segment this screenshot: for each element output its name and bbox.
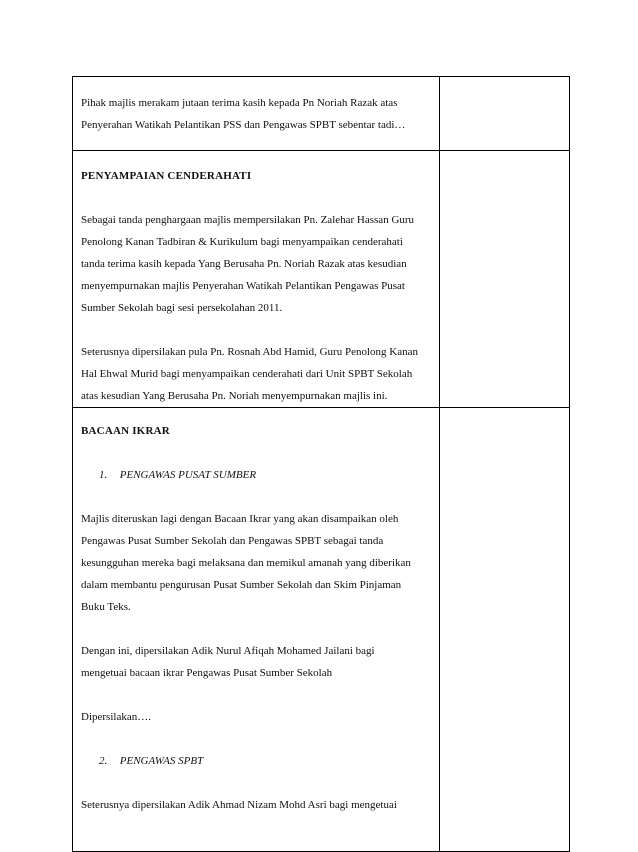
text-line: Sumber Sekolah bagi sesi persekolahan 2011.	[81, 302, 283, 314]
text-line: mengetuai bacaan ikrar Pengawas Pusat Sumber Sekolah	[81, 667, 333, 679]
text-line: Dipersilakan….	[81, 711, 151, 723]
text-line: Hal Ehwal Murid bagi menyampaikan cenderahati dari Unit SPBT Sekolah	[81, 368, 413, 380]
text-line: Penyerahan Watikah Pelantikan PSS dan Pengawas SPBT sebentar tadi…	[81, 119, 406, 131]
list-number: 1.	[99, 469, 108, 481]
section-heading: PENYAMPAIAN CENDERAHATI	[81, 170, 252, 182]
text-line: dalam membantu pengurusan Pusat Sumber Sekolah dan Skim Pinjaman	[81, 579, 402, 591]
side-cell	[439, 408, 569, 852]
subheading-label: PENGAWAS SPBT	[119, 755, 204, 767]
main-cell	[73, 77, 440, 151]
table-row	[73, 151, 570, 408]
text-line: Pengawas Pusat Sumber Sekolah dan Pengawas SPBT sebagai tanda	[81, 535, 384, 547]
text-line: menyempurnakan majlis Penyerahan Watikah Pelantikan Pengawas Pusat	[81, 280, 405, 292]
table-row	[73, 408, 570, 852]
side-cell	[439, 77, 569, 151]
table-row	[73, 77, 570, 151]
section-heading: BACAAN IKRAR	[81, 425, 170, 437]
text-line: Majlis diteruskan lagi dengan Bacaan Ikrar yang akan disampaikan oleh	[81, 513, 399, 525]
text-line: Penolong Kanan Tadbiran & Kurikulum bagi menyampaikan cenderahati	[81, 236, 403, 248]
text-line: Sebagai tanda penghargaan majlis mempersilakan Pn. Zalehar Hassan Guru	[81, 214, 415, 226]
subheading-pengawas-pusat-sumber	[81, 464, 431, 486]
list-number: 2.	[99, 755, 108, 767]
subheading-pengawas-spbt	[81, 750, 431, 772]
text-line: Pihak majlis merakam jutaan terima kasih kepada Pn Noriah Razak atas	[81, 97, 398, 109]
side-cell	[439, 151, 569, 408]
text-line: tanda terima kasih kepada Yang Berusaha Pn. Noriah Razak atas kesudian	[81, 258, 407, 270]
text-line: Dengan ini, dipersilakan Adik Nurul Afiqah Mohamed Jailani bagi	[81, 645, 375, 657]
text-line: Seterusnya dipersilakan Adik Ahmad Nizam Mohd Asri bagi mengetuai	[81, 799, 397, 811]
text-line: atas kesudian Yang Berusaha Pn. Noriah menyempurnakan majlis ini.	[81, 390, 388, 402]
document-table	[72, 76, 570, 852]
subheading-label: PENGAWAS PUSAT SUMBER	[119, 469, 257, 481]
text-line: Buku Teks.	[81, 601, 131, 613]
main-cell	[73, 151, 440, 408]
text-line: Seterusnya dipersilakan pula Pn. Rosnah Abd Hamid, Guru Penolong Kanan	[81, 346, 418, 358]
text-line: kesungguhan mereka bagi melaksana dan memikul amanah yang diberikan	[81, 557, 411, 569]
main-cell	[73, 408, 440, 852]
